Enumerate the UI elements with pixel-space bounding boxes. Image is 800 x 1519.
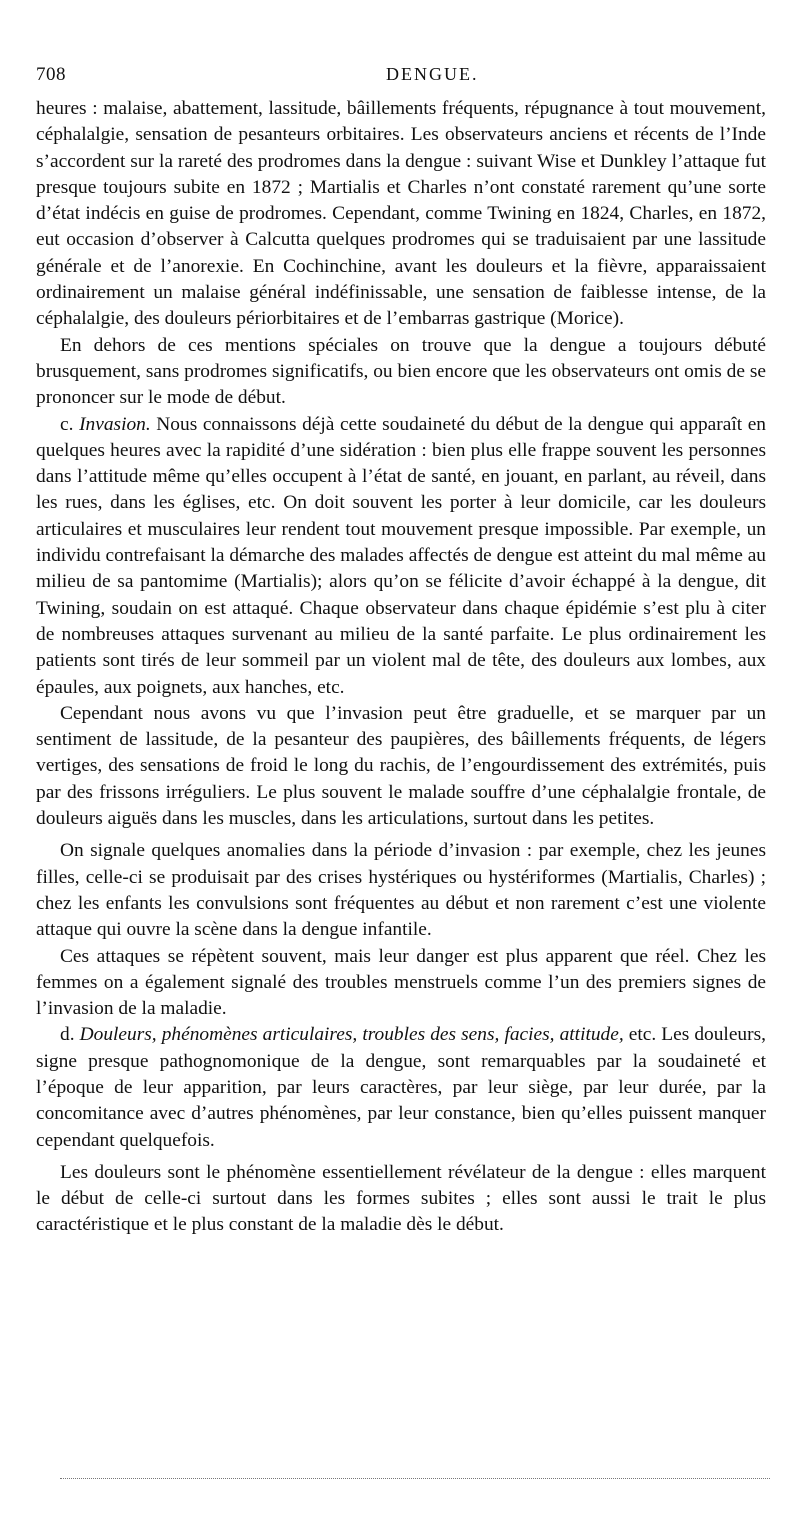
paragraph-text: Nous connaissons déjà cette soudaineté du début de la dengue qui apparaît en quelques heures avec la rapidité d’une sidération : bien plus elle frappe souvent les personnes dans l’attitude même qu’elles occupent à l’état de santé, en jouant, en parlant, au réveil, dans les rues, dans les églises, etc. On doit souvent les porter à leur domicile, car les douleurs articulaires et musculaires leur rendent tout mouvement presque impossible. Par exemple, un individu contrefaisant la démarche des malades affectés de dengue est atteint du mal même au milieu de sa pantomime (Martialis); alors qu’on se félicite d’avoir échappé à la dengue, dit Twining, soudain on est attaqué. Chaque observateur dans chaque épidémie s’est plu à citer de nombreuses attaques survenant au milieu de la santé parfaite. Le plus ordinairement les patients sont tirés de leur sommeil par un violent mal de tête, des douleurs aux lombes, aux épaules, aux poignets, aux hanches, etc. (36, 413, 767, 698)
paragraph-text: On signale quelques anomalies dans la période d’invasion : par exemple, chez les jeunes filles, celle-ci se produisait par des crises hystériques ou hystériformes (Martialis, Charles) ; chez les enfants les convulsions sont fréquentes au début et non rarement c’est une violente attaque qui ouvre la scène dans la dengue infantile. (36, 840, 766, 941)
body-text (36, 96, 766, 1239)
paragraph-prodromes (36, 96, 766, 333)
paragraph-invasion (36, 412, 766, 701)
paragraph-douleurs (36, 1022, 766, 1153)
paragraph-anomalies (36, 838, 766, 943)
paragraph-text: heures : malaise, abattement, lassitude, bâillements fréquents, répugnance à tout mouvement, céphalalgie, sensation de pesanteurs orbitaires. Les observateurs anciens et récents de l’Inde s’accordent sur la rareté des prodromes dans la dengue : suivant Wise et Dunkley l’attaque fut presque toujours subite en 1872 ; Martialis et Charles n’ont constaté rarement qu’une sorte d’état indécis en guise de prodromes. Cependant, comme Twining en 1824, Charles, en 1872, eut occasion d’observer à Calcutta quelques prodromes qui se traduisaient par une lassitude générale et de l’anorexie. En Cochinchine, avant les douleurs et la fièvre, apparaissaient ordinairement un malaise général indéfinissable, une sensation de faiblesse intense, de la céphalalgie, des douleurs périorbitaires et de l’embarras gastrique (Morice). (36, 98, 766, 330)
paragraph-text: En dehors de ces mentions spéciales on trouve que la dengue a toujours débuté brusquement, sans prodromes significatifs, ou bien encore que les observateurs ont omis de se prononcer sur le mode de début. (36, 334, 766, 409)
paragraph-invasion-graduelle (36, 701, 766, 832)
paragraph-revelateur (36, 1160, 766, 1239)
paragraph-text: etc. Les douleurs, signe presque pathognomonique de la dengue, sont remarquables par la soudaineté et l’époque de leur apparition, par leurs caractères, par leur siège, par leur durée, par la concomitance avec d’autres phénomènes, par leur constance, bien qu’elles puissent manquer cependant quelquefois. (36, 1024, 766, 1151)
page-header (36, 64, 766, 92)
paragraph-debut (36, 333, 766, 412)
footer-dotted-rule (60, 1478, 770, 1479)
running-title: DENGUE. (386, 64, 479, 84)
section-letter: c. (60, 413, 74, 435)
section-letter: d. (60, 1024, 75, 1046)
paragraph-text: Ces attaques se répètent souvent, mais leur danger est plus apparent que réel. Chez les femmes on a également signalé des troubles menstruels comme l’un des premiers signes de l’invasion de la maladie. (36, 945, 766, 1020)
paragraph-attaques (36, 944, 766, 1023)
section-heading-invasion: Invasion. (79, 413, 151, 435)
section-heading-douleurs: Douleurs, phénomènes articulaires, troubles des sens, facies, attitude, (79, 1024, 624, 1046)
paragraph-text: Les douleurs sont le phénomène essentiellement révélateur de la dengue : elles marquent le début de celle-ci surtout dans les formes subites ; elles sont aussi le trait le plus caractéristique et le plus constant de la maladie dès le début. (36, 1161, 766, 1236)
page-number: 708 (36, 64, 66, 85)
paragraph-text: Cependant nous avons vu que l’invasion peut être graduelle, et se marquer par un sentiment de lassitude, de la pesanteur des paupières, des bâillements fréquents, de légers vertiges, des sensations de froid le long du rachis, de l’engourdissement des extrémités, puis par des frissons irréguliers. Le plus souvent le malade souffre d’une céphalalgie frontale, de douleurs aiguës dans les muscles, dans les articulations, surtout dans les petites. (36, 702, 766, 830)
